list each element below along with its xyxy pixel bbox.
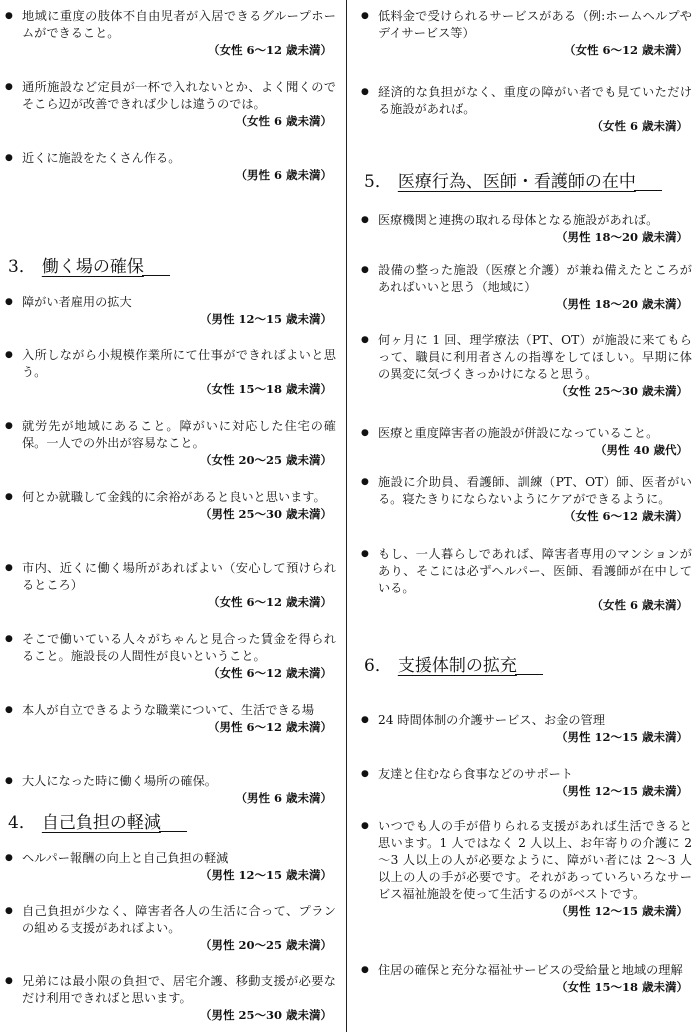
item-text: 何とか就職して金銭的に余裕があると良いと思います。 <box>22 490 326 504</box>
item-text: 近くに施設をたくさん作る。 <box>22 151 181 165</box>
list-item <box>0 489 340 523</box>
column-divider <box>346 0 347 1032</box>
bullet-icon: ● <box>5 705 13 715</box>
bullet-icon: ● <box>5 906 13 916</box>
underline-tail <box>159 830 187 832</box>
item-text: 何ヶ月に 1 回、理学療法（PT、OT）が施設に来てもらって、職員に利用者さんの指導をしてほしい。早期に体の異変に気づくきっかけになると思う。 <box>378 333 692 381</box>
item-text: 地域に重度の肢体不自由児者が入居できるグループホームができること。 <box>22 9 336 40</box>
bullet-icon: ● <box>361 428 369 438</box>
underline-tail <box>142 274 170 276</box>
list-item <box>0 631 340 682</box>
list-item <box>356 766 696 800</box>
list-item <box>0 79 340 130</box>
respondent-attr: （男性 12～15 歳未満） <box>555 730 688 744</box>
bullet-icon: ● <box>5 350 13 360</box>
section-heading-6 <box>364 655 543 677</box>
respondent-attr: （男性 20～25 歳未満） <box>199 938 332 952</box>
section-heading-3 <box>8 256 170 278</box>
list-item <box>0 8 340 59</box>
list-item <box>0 973 340 1024</box>
bullet-icon: ● <box>5 11 13 21</box>
underline-tail <box>634 189 662 191</box>
respondent-attr: （男性 12～15 歳未満） <box>555 904 688 918</box>
section-number: 3． <box>8 257 36 277</box>
section-title: 医療行為、医師・看護師の在中 <box>397 172 636 192</box>
bullet-icon: ● <box>361 335 369 345</box>
bullet-icon: ● <box>5 976 13 986</box>
respondent-attr: （女性 15～18 歳未満） <box>199 382 332 396</box>
item-text: 兄弟には最小限の負担で、居宅介護、移動支援が必要なだけ利用できればと思います。 <box>22 974 336 1005</box>
item-text: 入所しながら小規模作業所にて仕事ができればよいと思う。 <box>22 348 336 379</box>
bullet-icon: ● <box>361 11 369 21</box>
list-item <box>356 425 696 459</box>
list-item <box>356 712 696 746</box>
section-number: 5． <box>364 172 392 192</box>
bullet-icon: ● <box>5 297 13 307</box>
item-text: 本人が自立できるような職業について、生活できる場 <box>22 703 315 717</box>
respondent-attr: （男性 25～30 歳未満） <box>199 507 332 521</box>
list-item <box>0 702 340 736</box>
item-text: 障がい者雇用の拡大 <box>22 295 132 309</box>
item-text: 24 時間体制の介護サービス、お金の管理 <box>378 713 605 727</box>
respondent-attr: （男性 12～15 歳未満） <box>199 868 332 882</box>
section-number: 4． <box>8 813 36 833</box>
respondent-attr: （女性 6 歳未満） <box>591 119 688 133</box>
item-text: いつでも人の手が借りられる支援があれば生活できると思います。1 人ではなく 2 人以上、お年寄りの介護に 2～3 人以上の人が必要なように、障がい者には 2～3 人以上の人の手が必要です。それがあっていろいろなサービス福祉施設を使って生活するのがベストです。 <box>378 819 692 901</box>
list-item <box>356 546 696 614</box>
item-text: 友達と住むなら食事などのサポート <box>378 767 573 781</box>
item-text: 住居の確保と充分な福祉サービスの受給量と地域の理解 <box>378 963 683 977</box>
section-number: 6． <box>364 656 392 676</box>
item-text: 低料金で受けられるサービスがある（例:ホームヘルプやデイサービス等） <box>378 9 692 40</box>
respondent-attr: （男性 18～20 歳未満） <box>555 297 688 311</box>
respondent-attr: （男性 40 歳代） <box>594 443 688 457</box>
item-text: 就労先が地域にあること。障がいに対応した住宅の確保。一人での外出が容易なこと。 <box>22 419 336 450</box>
list-item <box>356 8 696 59</box>
respondent-attr: （女性 15～18 歳未満） <box>555 980 688 994</box>
list-item <box>356 262 696 313</box>
item-text: そこで働いている人々がちゃんと見合った賃金を得られること。施設長の人間性が良いということ。 <box>22 632 336 663</box>
section-title: 支援体制の拡充 <box>397 656 517 676</box>
respondent-attr: （男性 6～12 歳未満） <box>207 720 332 734</box>
list-item <box>356 84 696 135</box>
respondent-attr: （男性 6 歳未満） <box>235 791 332 805</box>
bullet-icon: ● <box>361 821 369 831</box>
bullet-icon: ● <box>361 965 369 975</box>
underline-tail <box>515 673 543 675</box>
respondent-attr: （女性 20～25 歳未満） <box>199 453 332 467</box>
section-heading-4 <box>8 812 187 834</box>
item-text: 大人になった時に働く場所の確保。 <box>22 774 217 788</box>
item-text: もし、一人暮らしであれば、障害者専用のマンションがあり、そこには必ずヘルパー、医師、看護師が在中している。 <box>378 547 692 595</box>
bullet-icon: ● <box>5 853 13 863</box>
respondent-attr: （男性 25～30 歳未満） <box>199 1008 332 1022</box>
list-item <box>356 962 696 996</box>
bullet-icon: ● <box>361 549 369 559</box>
list-item <box>0 418 340 469</box>
section-title: 働く場の確保 <box>41 257 144 277</box>
list-item <box>356 818 696 920</box>
respondent-attr: （男性 12～15 歳未満） <box>199 312 332 326</box>
respondent-attr: （女性 6～12 歳未満） <box>563 509 688 523</box>
bullet-icon: ● <box>5 776 13 786</box>
item-text: ヘルパー報酬の向上と自己負担の軽減 <box>22 851 229 865</box>
respondent-attr: （男性 6 歳未満） <box>235 168 332 182</box>
bullet-icon: ● <box>5 492 13 502</box>
respondent-attr: （女性 6～12 歳未満） <box>207 595 332 609</box>
item-text: 通所施設など定員が一杯で入れないとか、よく聞くのでそこら辺が改善できれば少しは違うのでは。 <box>22 80 336 111</box>
respondent-attr: （女性 25～30 歳未満） <box>555 384 688 398</box>
list-item <box>0 347 340 398</box>
bullet-icon: ● <box>361 215 369 225</box>
list-item <box>0 150 340 184</box>
item-text: 設備の整った施設（医療と介護）が兼ね備えたところがあればいいと思う（地域に） <box>378 263 692 294</box>
bullet-icon: ● <box>5 421 13 431</box>
respondent-attr: （女性 6～12 歳未満） <box>563 43 688 57</box>
respondent-attr: （男性 18～20 歳未満） <box>555 230 688 244</box>
list-item <box>356 332 696 400</box>
bullet-icon: ● <box>5 634 13 644</box>
list-item <box>0 850 340 884</box>
item-text: 医療と重度障害者の施設が併設になっていること。 <box>378 426 659 440</box>
item-text: 自己負担が少なく、障害者各人の生活に合って、プランの組める支援があればよい。 <box>22 904 336 935</box>
list-item <box>0 294 340 328</box>
item-text: 経済的な負担がなく、重度の障がい者でも見ていただける施設があれば。 <box>378 85 692 116</box>
list-item <box>0 773 340 807</box>
bullet-icon: ● <box>361 265 369 275</box>
respondent-attr: （女性 6 歳未満） <box>235 114 332 128</box>
bullet-icon: ● <box>361 769 369 779</box>
bullet-icon: ● <box>361 715 369 725</box>
respondent-attr: （男性 12～15 歳未満） <box>555 784 688 798</box>
section-title: 自己負担の軽減 <box>41 813 161 833</box>
list-item <box>0 560 340 611</box>
section-heading-5 <box>364 171 662 193</box>
respondent-attr: （女性 6～12 歳未満） <box>207 666 332 680</box>
item-text: 医療機関と連携の取れる母体となる施設があれば。 <box>378 213 659 227</box>
bullet-icon: ● <box>361 477 369 487</box>
list-item <box>356 474 696 525</box>
item-text: 施設に介助員、看護師、訓練（PT、OT）師、医者がいる。寝たきりにならないようにケアができるように。 <box>378 475 692 506</box>
respondent-attr: （女性 6～12 歳未満） <box>207 43 332 57</box>
bullet-icon: ● <box>361 87 369 97</box>
bullet-icon: ● <box>5 153 13 163</box>
bullet-icon: ● <box>5 82 13 92</box>
bullet-icon: ● <box>5 563 13 573</box>
respondent-attr: （女性 6 歳未満） <box>591 598 688 612</box>
item-text: 市内、近くに働く場所があればよい（安心して預けられるところ） <box>22 561 336 592</box>
list-item <box>356 212 696 246</box>
list-item <box>0 903 340 954</box>
